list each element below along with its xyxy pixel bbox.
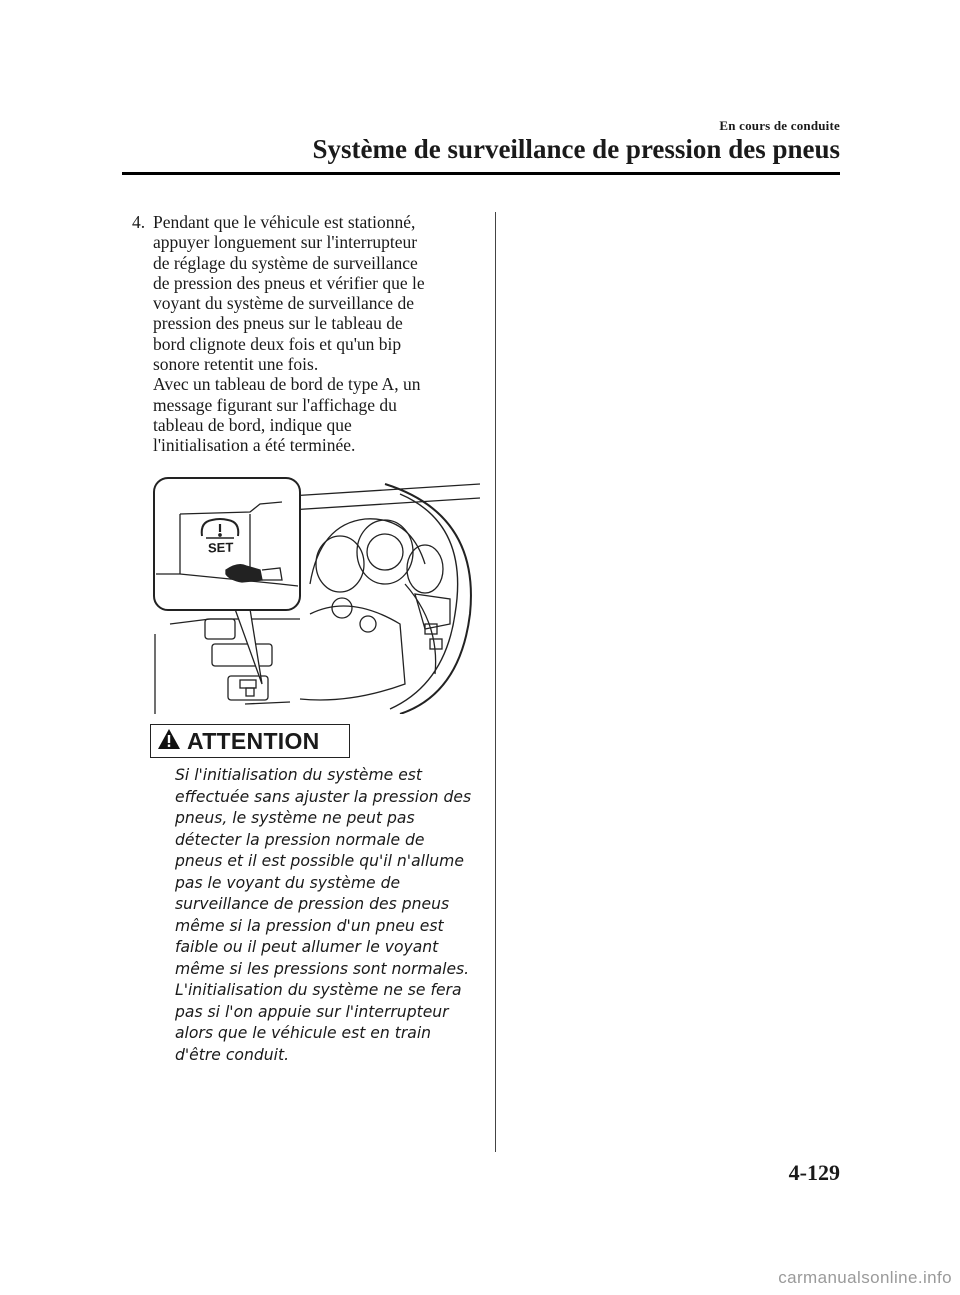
step-line: appuyer longuement sur l'interrupteur <box>153 232 418 253</box>
caution-line: d'être conduit. <box>175 1045 290 1064</box>
caution-line: Si l'initialisation du système est <box>175 766 423 784</box>
caution-line: pneus et il est possible qu'il n'allume <box>175 852 464 870</box>
step-line: pression des pneus sur le tableau de <box>153 313 403 334</box>
step-body <box>153 212 472 456</box>
step-4 <box>132 212 472 456</box>
step-line: bord clignote deux fois et qu'un bip <box>153 333 402 354</box>
step-number: 4. <box>132 212 146 232</box>
caution-line: même si les pressions sont normales. <box>175 959 470 978</box>
page-number: 4-129 <box>788 1160 840 1185</box>
caution-line: surveillance de pression des pneus <box>175 895 450 913</box>
caution-line: détecter la pression normale de <box>175 830 425 849</box>
caution-line: même si la pression d'un pneu est <box>175 916 444 935</box>
header-rule <box>122 172 840 175</box>
step-line: voyant du système de surveillance de <box>153 293 414 314</box>
section-label: En cours de conduite <box>719 118 840 133</box>
caution-line: faible ou il peut allumer le voyant <box>175 938 439 956</box>
caution-line: pas le voyant du système de <box>175 873 401 892</box>
set-button-label: SET <box>208 539 234 556</box>
watermark: carmanualsonline.info <box>778 1268 952 1287</box>
step-line: Avec un tableau de bord de type A, un <box>153 374 421 395</box>
attention-label: ATTENTION <box>187 727 320 754</box>
caution-line: effectuée sans ajuster la pression des <box>175 787 472 806</box>
caution-line: pneus, le système ne peut pas <box>175 809 415 827</box>
step-line: de pression des pneus et vérifier que le <box>153 272 425 293</box>
step-line: Pendant que le véhicule est stationné, <box>153 212 416 232</box>
step-line: tableau de bord, indique que <box>153 414 352 435</box>
caution-line: pas si l'on appuie sur l'interrupteur <box>175 1002 449 1021</box>
attention-box <box>150 724 350 758</box>
caution-line: L'initialisation du système ne se fera <box>175 981 462 999</box>
page-title: Système de surveillance de pression des pneus <box>312 134 840 164</box>
step-line: l'initialisation a été terminée. <box>153 435 356 456</box>
step-line: message figurant sur l'affichage du <box>153 394 397 415</box>
column-divider <box>495 212 496 1152</box>
step-line: de réglage du système de surveillance <box>153 252 418 273</box>
caution-line: alors que le véhicule est en train <box>175 1024 432 1042</box>
warning-triangle-icon <box>157 728 181 755</box>
caution-text <box>175 765 475 1066</box>
dashboard-illustration <box>150 474 480 714</box>
step-line: sonore retentit une fois. <box>153 354 319 375</box>
